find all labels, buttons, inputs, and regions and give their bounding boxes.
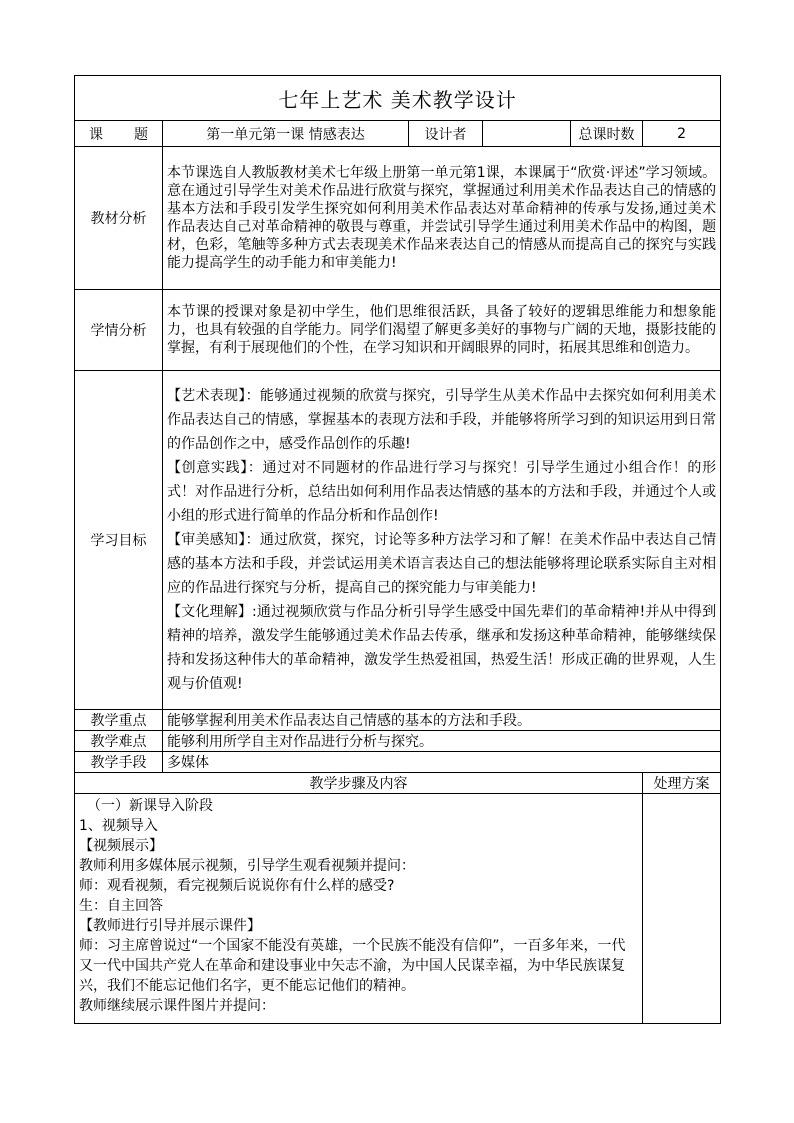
objectives-label: 学习目标 — [75, 371, 163, 710]
total-hours-label: 总课时数 — [571, 121, 643, 147]
key-point-label: 教学重点 — [75, 710, 163, 731]
step-line: 师：观看视频，看完视频后说说你有什么样的感受? — [79, 878, 395, 894]
objective-aesthetic-perception: 【审美感知】：通过欣赏，探究，讨论等多种方法学习和了解！在美术作品中表达自己情感的基本方法和手段，并尝试运用美术语言表达自己的想法能够将理论联系实际自主对相应的作品进行探究与分析，提高自己的探究能力与审美能力! — [167, 532, 717, 596]
difficulty-text: 能够利用所学自主对作品进行分析与探究。 — [163, 731, 721, 752]
material-analysis-label: 教材分析 — [75, 147, 163, 290]
objective-creative-practice: 【创意实践】：通过对不同题材的作品进行学习与探究！引导学生通过小组合作！的形式！对作品进行分析，总结出如何利用作品表达情感的基本的方法和手段，并通过个人或小组的形式进行简单的作品分析和作品创作! — [167, 460, 717, 524]
designer-value — [483, 121, 571, 147]
step-line: （一）新课导入阶段 — [87, 798, 213, 814]
steps-header: 教学步骤及内容 — [75, 773, 643, 794]
objectives-content — [163, 371, 721, 710]
step-line: 1、视频导入 — [79, 818, 158, 834]
step-line: 教师继续展示课件图片并提问： — [79, 998, 275, 1014]
teaching-means-text: 多媒体 — [163, 752, 721, 773]
lesson-plan-document — [74, 75, 720, 1024]
key-point-text: 能够掌握利用美术作品表达自己情感的基本的方法和手段。 — [163, 710, 721, 731]
steps-content — [75, 794, 643, 1024]
difficulty-label: 教学难点 — [75, 731, 163, 752]
total-hours-value: 2 — [643, 121, 721, 147]
step-line: 【视频展示】 — [79, 838, 163, 854]
student-analysis-label: 学情分析 — [75, 290, 163, 371]
objective-cultural-understanding: 【文化理解】:通过视频欣赏与作品分析引导学生感受中国先辈们的革命精神!并从中得到精神的培养，激发学生能够通过美术作品去传承，继承和发扬这种革命精神，能够继续保持和发扬这种伟大的革命精神，激发学生热爱祖国，热爱生活！形成正确的世界观，人生观与价值观! — [167, 604, 717, 692]
course-label: 课 题 — [75, 121, 163, 147]
objective-art-expression: 【艺术表现】：能够通过视频的欣赏与探究，引导学生从美术作品中去探究如何利用美术作品表达自己的情感，掌握基本的表现方法和手段，并能够将所学习到的知识运用到日常的作品创作之中，感受作品创作的乐趣! — [167, 388, 717, 452]
material-analysis-text: 本节课选自人教版教材美术七年级上册第一单元第1课，本课属于“欣赏·评述”学习领域。意在通过引导学生对美术作品进行欣赏与探究，掌握通过利用美术作品表达自己的情感的基本方法和手段引发学生探究如何利用美术作品表达对革命精神的传承与发扬,通过美术作品表达自己对革命精神的敬畏与尊重，并尝试引导学生通过利用美术作品中的构图，题材，色彩，笔触等多种方式去表现美术作品来表达自己的情感从而提高自己的探究与实践能力提高学生的动手能力和审美能力! — [163, 147, 721, 290]
teaching-means-label: 教学手段 — [75, 752, 163, 773]
step-line: 教师利用多媒体展示视频，引导学生观看视频并提问： — [79, 858, 415, 874]
page-title: 七年上艺术 美术教学设计 — [75, 76, 721, 121]
lesson-plan-table — [74, 75, 721, 1024]
handling-plan-header: 处理方案 — [643, 773, 721, 794]
step-line: 【教师进行引导并展示课件】 — [79, 918, 261, 934]
step-line: 师：习主席曾说过“一个国家不能没有英雄，一个民族不能没有信仰”，一百多年来，一代又一代中国共产党人在革命和建设事业中矢志不渝，为中国人民谋幸福，为中华民族谋复兴，我们不能忘记他们名字，更不能忘记他们的精神。 — [79, 938, 626, 994]
step-line: 生：自主回答 — [79, 898, 163, 914]
designer-label: 设计者 — [409, 121, 483, 147]
handling-plan-content — [643, 794, 721, 1024]
student-analysis-text: 本节课的授课对象是初中学生，他们思维很活跃，具备了较好的逻辑思维能力和想象能力，也具有较强的自学能力。同学们渴望了解更多美好的事物与广阔的天地，摄影技能的掌握，有利于展现他们的个性，在学习知识和开阔眼界的同时，拓展其思维和创造力。 — [163, 290, 721, 371]
course-value: 第一单元第一课 情感表达 — [163, 121, 409, 147]
